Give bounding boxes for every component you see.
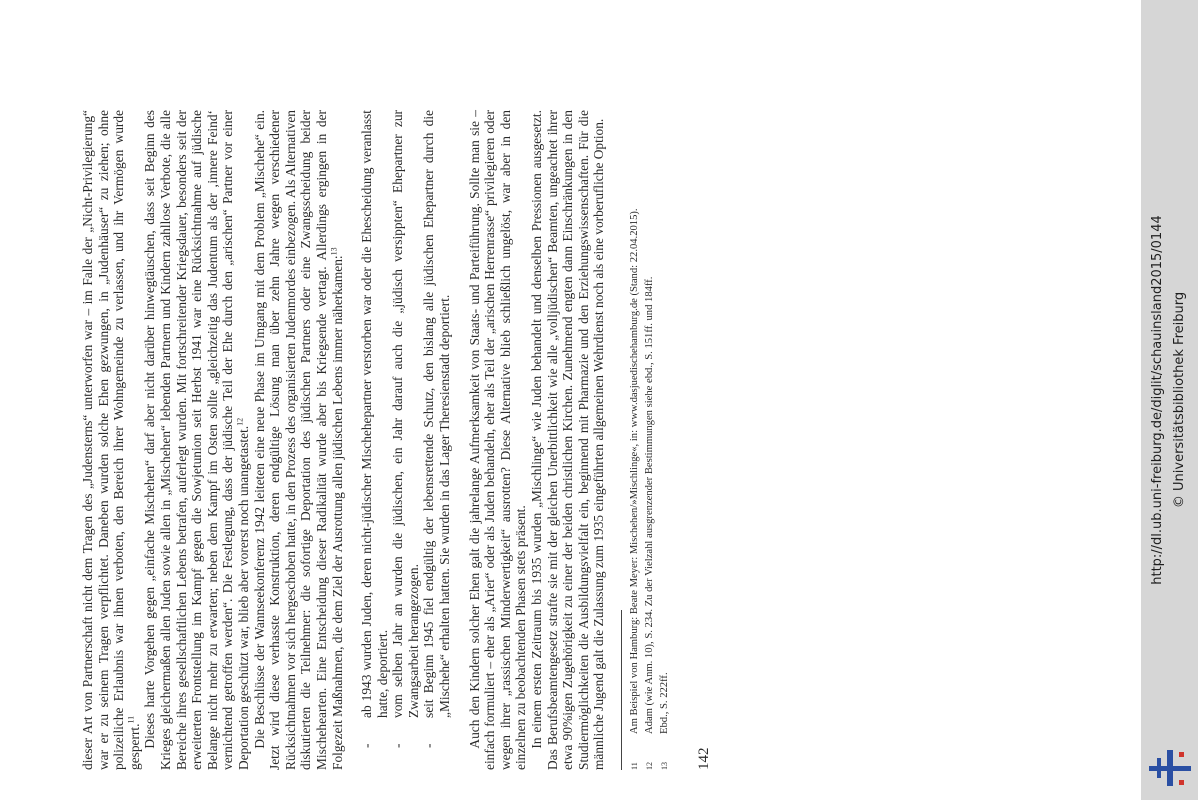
scanned-page <box>80 80 1120 800</box>
footnote-text: Adam (wie Anm. 10), S. 234. Zu der Vielzahl ausgrenzender Bestimmungen siehe ebd., S. 151ff. und 184ff. <box>644 276 655 734</box>
source-url-link[interactable]: http://dl.ub.uni-freiburg.de/diglit/schauinsland2015/0144 <box>1150 215 1165 585</box>
list-item-text: vom selben Jahr an wurden die jüdischen, ein Jahr darauf auch die „jüdisch versippten“ Ehepartner zur Zwangsarbeit herangezogen. <box>390 110 421 718</box>
page-body <box>80 110 1120 800</box>
paragraph-2-text: Dieses harte Vorgehen gegen „einfache Mischehen“ darf aber nicht darüber hinwegtäuschen, dass seit Beginn des Krieges gleichermaßen allen Juden sowie allen in „Mischehen“ lebenden Partnern und Kindern zahllose Verbote, die alle Bereiche ihres gesellschaftlichen Lebens betrafen, auferlegt wurden. Mit fortschreitender Kriegsdauer, besonders seit der erweiterten Frontstellung im Kampf gegen die Sowjetunion seit Herbst 1941 war eine Rücksichtnahme auf jüdische Belange nicht mehr zu erwarten; neben dem Kampf im Osten sollte „gleichzeitig das Judentum als der ‚innere Feind‘ vernichtend getroffen werden“. Die Festlegung, dass der jüdische Teil der Ehe durch den „arischen“ Partner vor einer Deportation geschützt war, blieb aber vorerst noch unangetastet. <box>142 110 251 770</box>
paragraph-5: In einem ersten Zeitraum bis 1935 wurden „Mischlinge“ wie Juden behandelt und denselben Pressionen ausgesetzt. Das Berufsbeamtengesetz strafte sie mit der gleichen Unerbittlichkeit wie alle „volljüdischen“ Beamten, ungeachtet ihrer etwa 90%igen Zugehörigkeit zu einer der beiden christlichen Kirchen. Zunehmend engten dann Einschränkungen in den Studiermöglichkeiten die Ausbildungsvielfalt ein, beginnend mit Pharmazie und den Erziehungswissenschaften. Für die männliche Jugend galt die Zulassung zum 1935 eingeführten allgemeinen Wehrdienst noch als eine vorberufliche Option. <box>529 110 607 770</box>
page-number: 142 <box>696 747 712 770</box>
footnote <box>643 110 656 770</box>
list-dash: - <box>421 743 437 748</box>
footnote <box>658 110 671 770</box>
list-item <box>421 110 452 770</box>
footnote-number: 13 <box>660 762 669 770</box>
copyright-notice: © Universitätsbibliothek Freiburg <box>1172 291 1187 509</box>
list-item <box>359 110 390 770</box>
deportation-list <box>359 110 453 770</box>
list-item-text: ab 1943 wurden Juden, deren nicht-jüdischer Mischehepartner verstorben war oder die Ehescheidung veranlasst hatte, deportiert. <box>359 110 390 718</box>
footnote-number: 12 <box>645 762 654 770</box>
university-logo-icon <box>1149 744 1191 790</box>
footnote-text: Am Beispiel von Hamburg: Beate Meyer: Mischehen/»Mischlinge«, in: www.dasjuedischehamburg.de (Stand: 22.04.2015). <box>629 208 640 734</box>
paragraph-1 <box>80 110 142 770</box>
footnote-ref-11: 11 <box>126 715 136 724</box>
list-item <box>390 110 421 770</box>
paragraph-1-text: dieser Art von Partnerschaft nicht dem Tragen des „Judensterns“ unterworfen war – im Falle der „Nicht-Privilegierung“ war er zu seinem Tragen verpflichtet. Daneben wurden solche Ehen gezwungen, in „Judenhäuser“ zu ziehen; ohne polizeiliche Erlaubnis war ihnen verboten, den Bereich ihrer Wohngemeinde zu verlassen, und ihr Vermögen wurde gesperrt. <box>80 110 142 770</box>
footnote-ref-12: 12 <box>235 417 245 426</box>
footnote-ref-13: 13 <box>329 247 339 256</box>
list-dash: - <box>390 743 406 748</box>
sidebar-caption <box>1147 0 1191 800</box>
paragraph-4: Auch den Kindern solcher Ehen galt die jahrelange Aufmerksamkeit von Staats- und Parteiführung. Sollte man sie – einfach formuliert – eher als „Arier“ oder als Juden behandeln, eher als Teil der „arischen Herrenrasse“ privilegieren oder wegen ihrer „rassischen Minderwertigkeit“ ausrotten? Diese Alternative blieb schließlich ungelöst, war aber in den einzelnen zu beobachtenden Phasen stets präsent. <box>466 110 529 770</box>
paragraph-2 <box>142 110 251 770</box>
paragraph-3 <box>252 110 346 770</box>
footnote-divider <box>621 610 622 770</box>
footnote <box>628 110 641 770</box>
footnote-number: 11 <box>630 762 639 770</box>
list-dash: - <box>359 743 375 748</box>
footnote-text: Ebd., S. 222ff. <box>659 672 670 734</box>
paragraph-3-text: Die Beschlüsse der Wannseekonferenz 1942 leiteten eine neue Phase im Umgang mit dem Problem „Mischehe“ ein. Jetzt wird diese verhasste Konstruktion, deren endgültige Lösung man über zehn Jahre wegen verschiedener Rücksichtnahmen vor sich hergeschoben hatte, in den Prozess des organisierten Judenmordes einbezogen. Als Alternativen diskutierten die Teilnehmer: die sofortige Deportation des jüdischen Partners oder eine Zwangsscheidung beider Mischehearten. Eine Entscheidung dieser Radikalität wurde aber bis Kriegsende vertagt. Allerdings ergingen in der Folgezeit Maßnahmen, die dem Ziel der Ausrottung allen jüdischen Lebens immer näherkamen: <box>251 110 345 770</box>
list-item-text: seit Beginn 1945 fiel endgültig der lebensrettende Schutz, den bislang alle jüdischen Ehepartner durch die „Mischehe“ erhalten hatten. Sie wurden in das Lager Theresienstadt deportiert. <box>421 110 453 718</box>
